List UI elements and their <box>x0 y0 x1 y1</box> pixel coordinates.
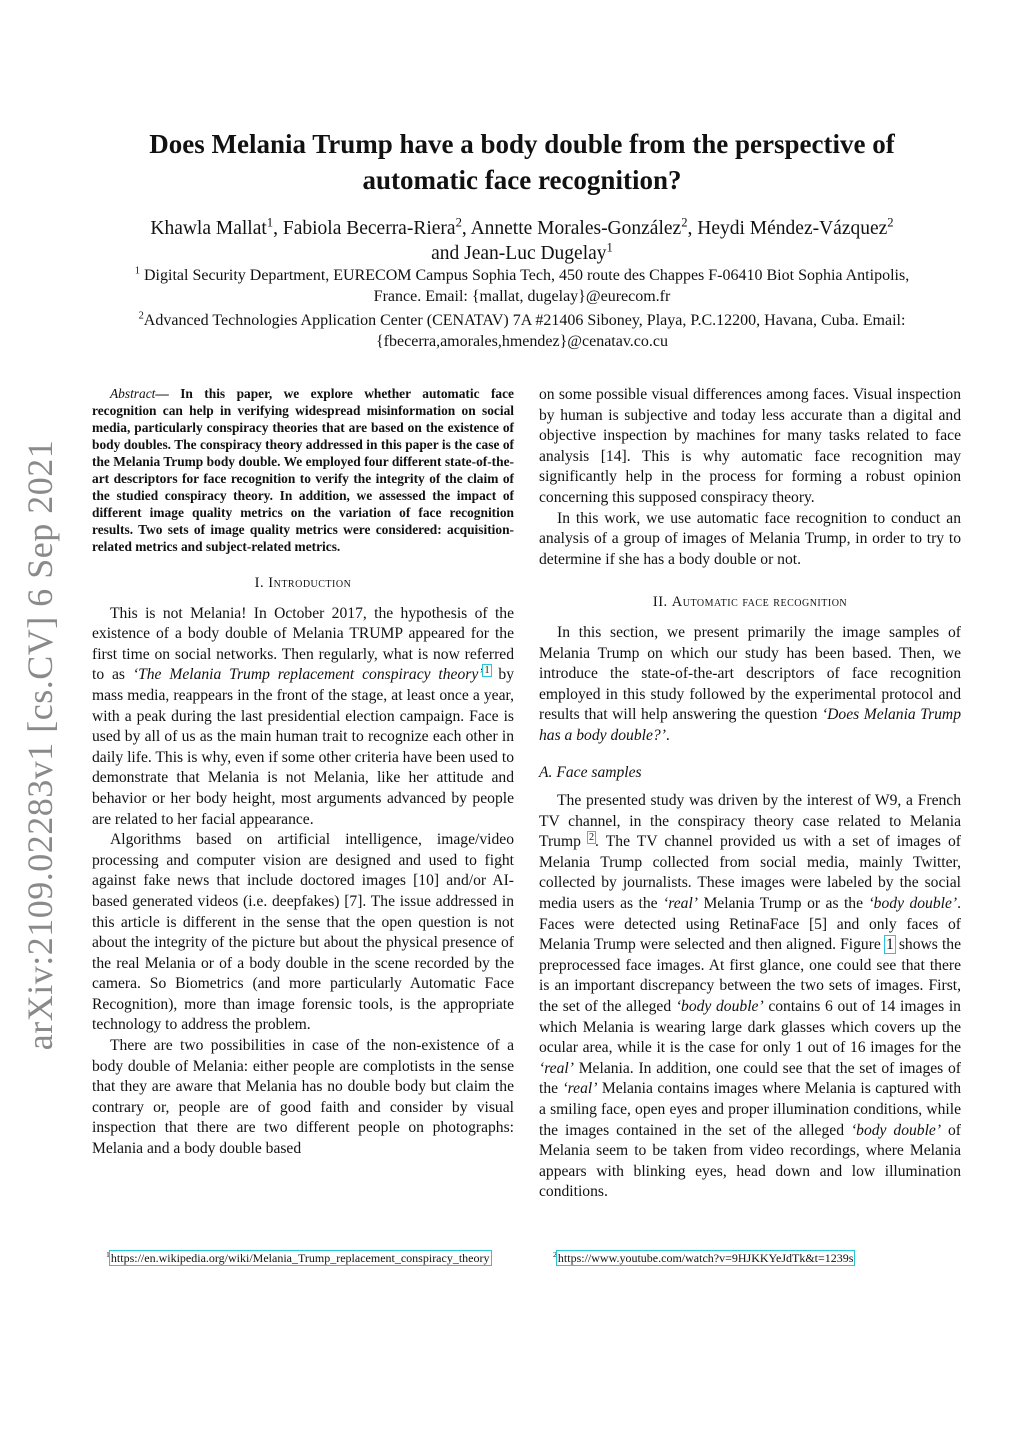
intro-paragraph-3: There are two possibilities in case of the non-existence of a body double of Melania: either people are complotists in the sense that they are aware that Melania has no double body but claim the contrary or, people are of good faith and consider by visual inspection that there are two different people on photographs: Melania and a body double based <box>92 1037 514 1158</box>
author-affil-mark: 1 <box>266 215 274 230</box>
right-column <box>539 385 961 1203</box>
footnote-mark: 1 <box>106 1250 110 1259</box>
affil-text: Digital Security Department, EURECOM Campus Sophia Tech, 450 route des Chappes F-06410 Biot Sophia Antipolis, France. Email: {mallat, dugelay}@eurecom.fr <box>140 267 910 305</box>
footnote-1 <box>106 1250 491 1266</box>
footnote-mark: 2 <box>553 1250 557 1259</box>
figure-link-1[interactable]: 1 <box>885 936 894 954</box>
affiliation-2 <box>120 310 924 352</box>
author-affil-mark: 2 <box>681 215 688 230</box>
subsection-heading-face-samples: A. Face samples <box>539 763 642 781</box>
arxiv-stamp: arXiv:2109.02283v1 [cs.CV] 6 Sep 2021 <box>20 439 61 1051</box>
author-list <box>150 216 894 266</box>
author-affil-mark: 2 <box>887 215 894 230</box>
author-name: , Fabiola Becerra-Riera <box>273 218 456 239</box>
abstract-label: Abstract <box>110 386 156 401</box>
abstract-text: In this paper, we explore whether automatic face recognition can help in verifying widespread misinformation on social media, particularly conspiracy theories that are based on the existence of body doubles. The conspiracy theory addressed in this paper is the case of the Melania Trump body double. We employed four different state-of-the-art descriptors for face recognition to verify the integrity of the claim of the studied conspiracy theory. In addition, we assessed the impact of different image quality metrics on the variation of face recognition results. Two sets of image quality metrics were considered: acquisition-related metrics and subject-related metrics. <box>92 386 514 554</box>
author-affil-mark: 1 <box>606 240 613 255</box>
title-line-2: automatic face recognition? <box>362 165 682 195</box>
affil-mark: 1 <box>134 265 140 277</box>
author-name: Khawla Mallat <box>150 218 267 239</box>
affil-mark: 2 <box>138 310 144 322</box>
footnote-link-1[interactable]: 1 <box>484 665 490 677</box>
author-name: , Annette Morales-González <box>461 218 682 239</box>
section-heading-intro: I. Introduction <box>254 575 352 591</box>
author-name: , Heydi Méndez-Vázquez <box>687 218 888 239</box>
footnote-2 <box>553 1250 854 1266</box>
footnote-link-2[interactable]: 2 <box>588 832 595 844</box>
abstract <box>92 385 514 555</box>
section-heading-afr: II. Automatic face recognition <box>652 594 848 611</box>
author-affil-mark: 2 <box>455 215 462 230</box>
left-column <box>92 385 514 1160</box>
author-name: and Jean-Luc Dugelay <box>431 243 607 264</box>
footnote-url-1[interactable]: https://en.wikipedia.org/wiki/Melania_Trump_replacement_conspiracy_theory <box>110 1251 490 1265</box>
face-samples-paragraph: The presented study was driven by the interest of W9, a French TV channel, in the conspiracy theory case related to Melania Trump $^2$. The TV channel provided us with a set of images of Melania Trump collected from social media, mainly Twitter, collected by journalists. These images were labeled by the social media users as the ‘real’ Melania Trump or as the ‘body double’. Faces were detected using RetinaFace [5] and only faces of Melania Trump were selected and then aligned. Figure 1 shows the preprocessed face images. At first glance, one could see that there is an important discrepancy between the two sets of images. First, the set of the alleged ‘body double’ contains 6 out of 14 images in which Melania is wearing large dark glasses which covers up the ocular area, while it is the case for only 1 out of 16 images for the ‘real’ Melania. In addition, one could see that the set of images of the ‘real’ Melania contains images where Melania is captured with a smiling face, open eyes and proper illumination conditions, while the images contained in the set of the alleged ‘body double’ of Melania seem to be taken from video recordings, where Melania appears with blinking eyes, head down and low illumination conditions. <box>539 792 962 1201</box>
title-line-1: Does Melania Trump have a body double from the perspective of <box>149 129 895 159</box>
affil-text: Advanced Technologies Application Center (CENATAV) 7A #21406 Siboney, Playa, P.C.12200, Havana, Cuba. Email: {fbecerra,amorales,hmendez}@cenatav.co.cu <box>143 312 906 350</box>
affiliation-1 <box>120 265 924 307</box>
intro-paragraph-2: Algorithms based on artificial intelligence, image/video processing and computer vision are designed and used to fight against fake news that include doctored images [10] and/or AI-based generated videos (i.e. deepfakes) [7]. The issue addressed in this article is different in the sense that the open question is not about the integrity of the picture but about the physical presence of the real Melania or of a body double in the scene recorded by the camera. So Biometrics (and more particularly Automatic Face Recognition), more than image forensic tools, is the appropriate technology to address the problem. <box>92 831 514 1034</box>
continued-paragraph: on some possible visual differences among faces. Visual inspection by human is subjective and today less accurate than a digital and objective inspection by machines for many tasks related to face analysis [14]. This is why automatic face recognition may significantly help in the process for forming a robust opinion concerning this supposed conspiracy theory. <box>539 386 961 506</box>
abstract-dash: — <box>155 386 181 401</box>
section2-intro-paragraph: In this section, we present primarily the image samples of Melania Trump on which our study has been based. Then, we introduce the state-of-the-art descriptors of face recognition employed in this study followed by the experimental protocol and results that will help answering the question ‘Does Melania Trump has a body double?’. <box>539 623 961 744</box>
this-work-paragraph: In this work, we use automatic face recognition to conduct an analysis of a group of images of Melania Trump, in order to try to determine if she has a body double or not. <box>539 509 961 568</box>
intro-quote: ‘The Melania Trump replacement conspiracy theory’ <box>132 666 484 684</box>
footnote-url-2[interactable]: https://www.youtube.com/watch?v=9HJKKYeJdTk&t=1239s <box>557 1251 854 1265</box>
paper-title <box>90 126 954 198</box>
intro-paragraph-1: This is not Melania! In October 2017, the hypothesis of the existence of a body double of Melania TRUMP appeared for the first time on social networks. Then regularly, what is now referred to as ‘The Melania Trump replacement conspiracy theory’$^1$ by mass media, reappears in the front of the stage, at least once a year, with a peak during the last presidential election campaign. Face is used by all of us as the main human trait to recognize each other in daily life. This is why, even if some other criteria have been used to demonstrate that Melania is not Melania, like her attitude and behavior or her body height, most arguments advanced by people are related to her facial appearance. <box>92 604 514 828</box>
